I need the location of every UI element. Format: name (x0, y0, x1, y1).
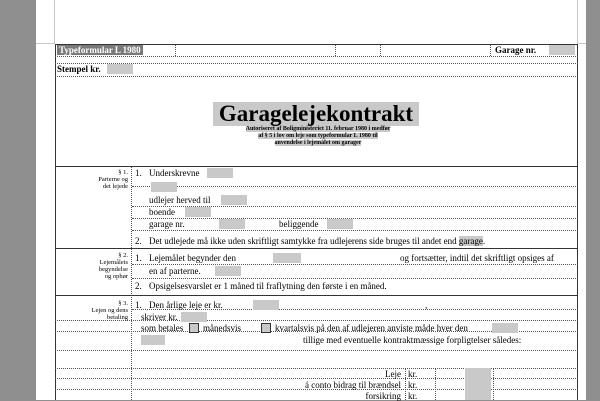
rent-row-currency: kr. (408, 369, 418, 379)
form-type-label: Typeformular L 1980 (59, 45, 141, 55)
s2-item-1-number: 1. (135, 253, 142, 263)
margin-guide (54, 0, 55, 44)
s1-garage-nr-label: garage nr. (149, 219, 185, 229)
row-rule (132, 264, 578, 265)
column-divider (435, 368, 436, 400)
location-field[interactable] (327, 219, 353, 229)
s1-undersigned-label: Underskrevne (149, 168, 200, 178)
document-title: Garagelejekontrakt (218, 101, 414, 126)
s3-item-1-number: 1. (135, 300, 142, 310)
s3-obligations-text: tillige med eventuelle kontraktmæssige forpligtelser således: (303, 335, 522, 345)
rent-amount-column[interactable] (465, 368, 491, 400)
column-divider (405, 368, 406, 400)
row-rule (132, 278, 578, 279)
heating-row-label: á conto bidrag til brændsel (305, 380, 401, 390)
row-rule (55, 248, 578, 249)
column-divider (175, 44, 176, 56)
column-divider (490, 44, 491, 56)
tenant-address-field[interactable] (185, 207, 211, 217)
s1-item-1-number: 1. (135, 168, 142, 178)
section-1-heading: § 1. Parterne og det lejede (98, 169, 128, 190)
s3-quarterly-label: kvartalsvis på den af udlejeren anviste måde hver den (275, 323, 468, 333)
row-rule (132, 186, 578, 187)
section-2-heading: § 2. Lejemålets begyndelse og ophør (98, 252, 128, 280)
s2-start-label: Lejemålet begynder den (149, 253, 236, 263)
s3-comma: , (425, 300, 428, 310)
table-border-right (577, 44, 578, 400)
monthly-checkbox[interactable] (189, 323, 199, 333)
row-rule (55, 320, 578, 321)
payment-day-field[interactable] (492, 323, 518, 333)
tenant-name-field[interactable] (221, 195, 247, 205)
s1-beliggende-label: beliggende (279, 219, 319, 229)
row-rule (55, 295, 578, 296)
rent-row-label: Leje (385, 369, 401, 379)
margin-guide (36, 43, 54, 44)
garage-number-field[interactable] (549, 45, 575, 55)
s3-monthly-label: månedsvis (203, 323, 241, 333)
row-rule (132, 218, 578, 219)
insurance-row-currency: kr. (408, 391, 418, 401)
row-rule (132, 230, 578, 231)
start-date-field[interactable] (273, 253, 301, 263)
s1-boende-label: boende (149, 207, 175, 217)
s2-notice-text: Opsigelsesvarslet er 1 måned til fraflytning den første i en måned. (149, 281, 387, 291)
quarterly-checkbox[interactable] (261, 323, 271, 333)
column-divider (131, 166, 132, 400)
s3-skriver-label: skriver kr. (141, 312, 178, 322)
s2-extra-field[interactable] (215, 266, 241, 276)
document-subtitle: Autoriseret af Boligministeriet 11. februar 1980 i medfør af § 5 i lov om leje som typeformular L 1980 til anvendelse i lejemålet om garager (245, 126, 391, 146)
row-rule (55, 63, 578, 64)
row-rule (55, 350, 578, 351)
column-divider (380, 44, 381, 56)
stamp-label: Stempel kr. (57, 64, 101, 74)
form-grid[interactable] (55, 44, 578, 400)
s1-udlejer-label: udlejer herved til (149, 195, 211, 205)
s1-item-2-number: 2. (135, 236, 142, 246)
row-rule (55, 76, 578, 77)
garage-number-label: Garage nr. (495, 45, 537, 55)
garage-nr-field[interactable] (219, 219, 245, 229)
table-border-left (55, 44, 56, 400)
s2-parties-text: en af parterne. (149, 266, 201, 276)
stamp-amount-field[interactable] (107, 64, 133, 74)
s3-betales-label: som betales (141, 323, 184, 333)
column-divider (493, 368, 494, 400)
rent-in-words-field[interactable] (181, 312, 207, 322)
insurance-row-label: forsikring (365, 391, 401, 401)
margin-guide (577, 0, 578, 44)
s1-usage-text: Det udlejede må ikke uden skriftligt samtykke fra udlejerens side bruges til andet end garage. (149, 236, 486, 246)
landlord-extra-field[interactable] (151, 182, 177, 192)
annual-rent-field[interactable] (253, 300, 279, 310)
row-rule (55, 166, 578, 167)
heating-row-currency: kr. (408, 380, 418, 390)
row-rule (55, 56, 578, 57)
s2-continues-text: og fortsætter, indtil det skriftligt opsiges af (400, 253, 554, 263)
margin-guide (577, 43, 586, 44)
landlord-name-field[interactable] (207, 168, 233, 178)
s3-rent-label: Den årlige leje er kr. (149, 300, 223, 310)
s3-extra-field[interactable] (141, 335, 165, 345)
section-3-heading: § 3. Lejen og dens betaling (91, 300, 128, 321)
s2-item-2-number: 2. (135, 281, 142, 291)
column-divider (335, 44, 336, 56)
